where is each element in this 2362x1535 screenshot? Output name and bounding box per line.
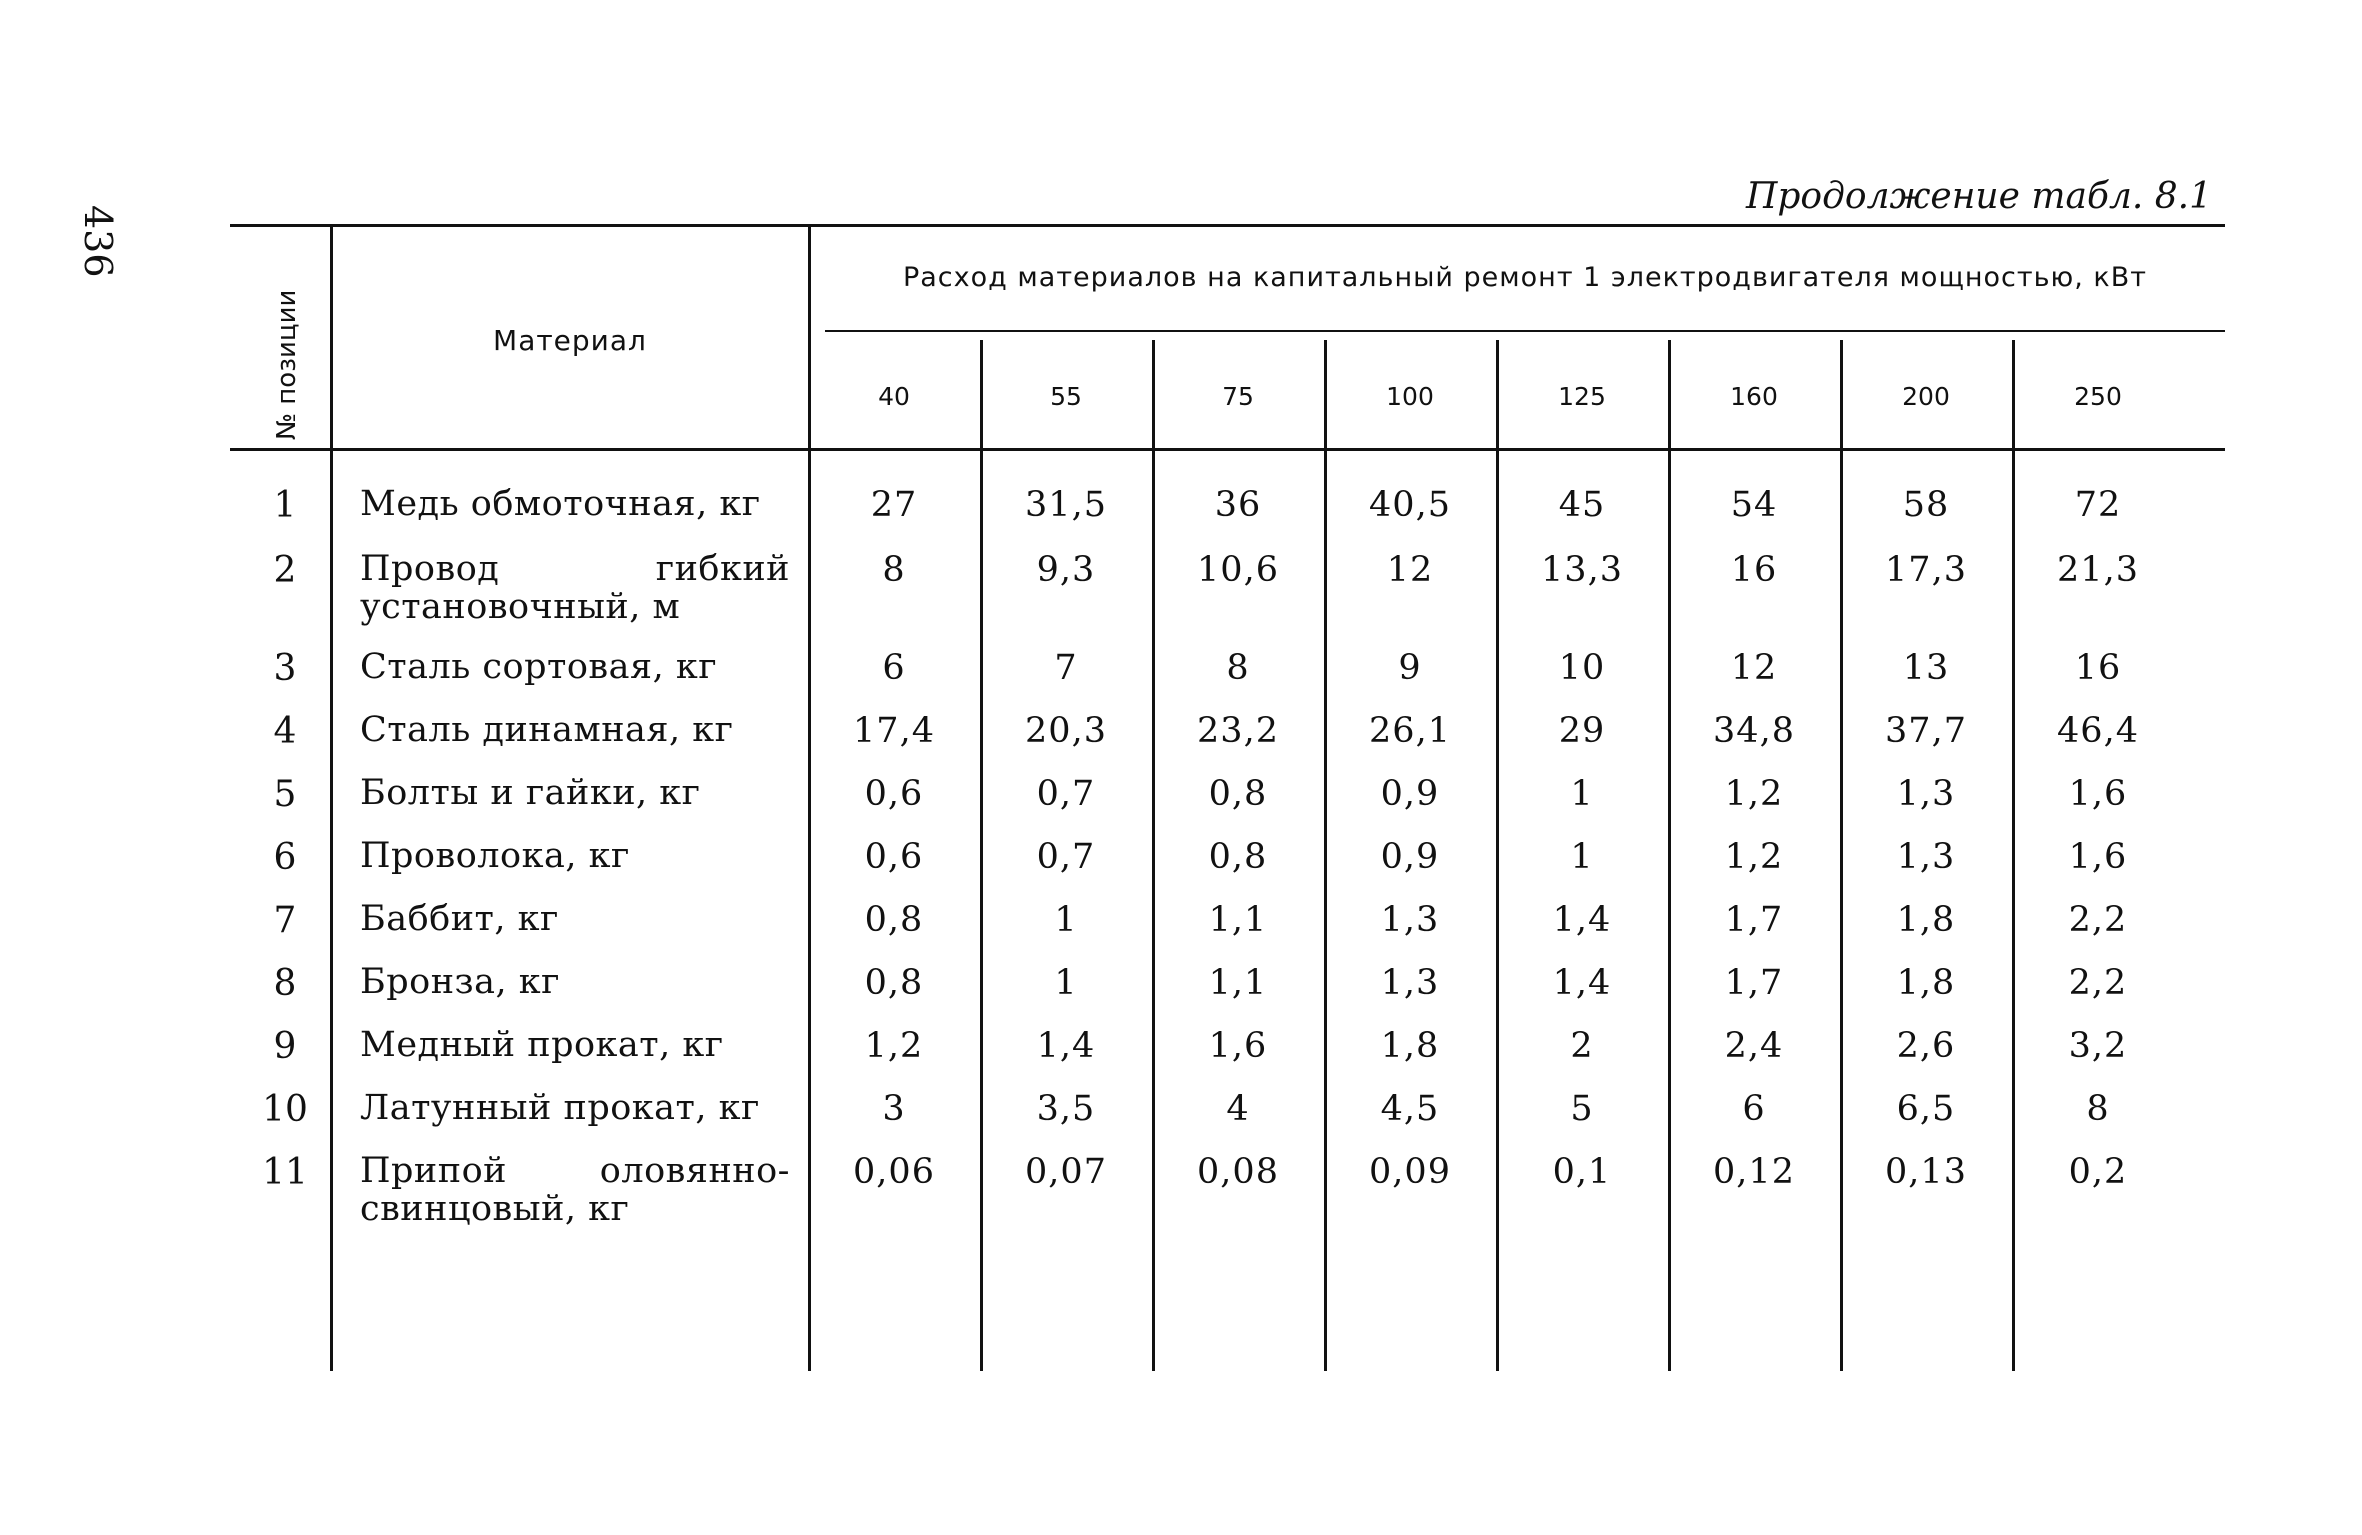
value-250: 1,6: [2068, 837, 2128, 877]
row-position: 2: [273, 550, 297, 591]
value-40: 1,2: [864, 1026, 924, 1066]
value-40: 27: [870, 485, 918, 525]
value-125: 45: [1558, 485, 1606, 525]
row-position: 1: [273, 485, 297, 526]
value-55: 0,07: [1025, 1152, 1107, 1192]
value-250: 1,6: [2068, 774, 2128, 814]
value-250: 2,2: [2068, 963, 2128, 1003]
value-160: 0,12: [1713, 1152, 1795, 1192]
row-material: Медь обмоточная, кг: [360, 484, 761, 524]
value-100: 1,8: [1380, 1026, 1440, 1066]
row-position: 5: [273, 774, 297, 815]
value-55: 7: [1054, 648, 1078, 688]
row-material: Сталь динамная, кг: [360, 710, 734, 750]
row-position: 9: [273, 1026, 297, 1067]
value-200: 1,8: [1896, 900, 1956, 940]
value-75: 1,1: [1208, 963, 1268, 1003]
value-55: 20,3: [1025, 711, 1107, 751]
value-75: 1,6: [1208, 1026, 1268, 1066]
value-75: 8: [1226, 648, 1250, 688]
value-125: 13,3: [1541, 550, 1623, 590]
value-75: 1,1: [1208, 900, 1268, 940]
value-125: 1: [1570, 837, 1594, 877]
power-header-55: 55: [1050, 382, 1082, 411]
value-40: 3: [882, 1089, 906, 1129]
value-250: 46,4: [2057, 711, 2139, 751]
value-200: 37,7: [1885, 711, 1967, 751]
power-header-160: 160: [1730, 382, 1778, 411]
row-position: 4: [273, 711, 297, 752]
value-40: 6: [882, 648, 906, 688]
row-material: Медный прокат, кг: [360, 1025, 724, 1065]
value-75: 0,8: [1208, 774, 1268, 814]
value-75: 0,8: [1208, 837, 1268, 877]
table-caption: Продолжение табл. 8.1: [1745, 176, 2212, 217]
power-header-75: 75: [1222, 382, 1254, 411]
value-125: 29: [1558, 711, 1606, 751]
header-bottom-rule: [230, 448, 2225, 451]
value-75: 4: [1226, 1089, 1250, 1129]
value-160: 54: [1730, 485, 1778, 525]
value-200: 1,8: [1896, 963, 1956, 1003]
value-125: 1: [1570, 774, 1594, 814]
value-40: 0,6: [864, 837, 924, 877]
value-75: 23,2: [1197, 711, 1279, 751]
value-100: 40,5: [1369, 485, 1451, 525]
value-160: 1,2: [1724, 774, 1784, 814]
row-position: 6: [273, 837, 297, 878]
value-40: 0,06: [853, 1152, 935, 1192]
value-200: 1,3: [1896, 837, 1956, 877]
value-200: 0,13: [1885, 1152, 1967, 1192]
value-200: 6,5: [1896, 1089, 1956, 1129]
value-200: 1,3: [1896, 774, 1956, 814]
row-position: 11: [262, 1152, 308, 1193]
value-75: 10,6: [1197, 550, 1279, 590]
value-100: 0,09: [1369, 1152, 1451, 1192]
value-200: 58: [1902, 485, 1950, 525]
value-100: 9: [1398, 648, 1422, 688]
value-100: 0,9: [1380, 837, 1440, 877]
value-200: 13: [1902, 648, 1950, 688]
value-250: 16: [2074, 648, 2122, 688]
group-rule: [825, 330, 2225, 332]
value-40: 17,4: [853, 711, 935, 751]
value-40: 8: [882, 550, 906, 590]
value-250: 2,2: [2068, 900, 2128, 940]
top-rule: [230, 224, 2225, 227]
value-125: 1,4: [1552, 963, 1612, 1003]
value-160: 1,2: [1724, 837, 1784, 877]
value-250: 0,2: [2068, 1152, 2128, 1192]
value-55: 3,5: [1036, 1089, 1096, 1129]
value-200: 2,6: [1896, 1026, 1956, 1066]
value-250: 72: [2074, 485, 2122, 525]
power-header-100: 100: [1386, 382, 1434, 411]
row-material: Провод гибкий установочный, м: [360, 549, 790, 627]
value-250: 8: [2086, 1089, 2110, 1129]
value-100: 1,3: [1380, 900, 1440, 940]
row-material: Припой оловянно-свинцовый, кг: [360, 1151, 790, 1229]
row-position: 3: [273, 648, 297, 689]
power-header-250: 250: [2074, 382, 2122, 411]
power-header-40: 40: [878, 382, 910, 411]
value-250: 21,3: [2057, 550, 2139, 590]
value-55: 1,4: [1036, 1026, 1096, 1066]
value-55: 1: [1054, 900, 1078, 940]
row-material: Болты и гайки, кг: [360, 773, 701, 813]
value-100: 12: [1386, 550, 1434, 590]
value-125: 5: [1570, 1089, 1594, 1129]
power-header-200: 200: [1902, 382, 1950, 411]
value-160: 1,7: [1724, 900, 1784, 940]
value-250: 3,2: [2068, 1026, 2128, 1066]
value-125: 0,1: [1552, 1152, 1612, 1192]
value-40: 0,8: [864, 963, 924, 1003]
value-200: 17,3: [1885, 550, 1967, 590]
value-75: 36: [1214, 485, 1262, 525]
row-material: Баббит, кг: [360, 899, 559, 939]
value-100: 1,3: [1380, 963, 1440, 1003]
row-position: 8: [273, 963, 297, 1004]
value-100: 26,1: [1369, 711, 1451, 751]
value-55: 0,7: [1036, 774, 1096, 814]
material-column-header: Материал: [493, 324, 647, 357]
value-125: 2: [1570, 1026, 1594, 1066]
value-160: 12: [1730, 648, 1778, 688]
row-material: Сталь сортовая, кг: [360, 647, 718, 687]
value-160: 2,4: [1724, 1026, 1784, 1066]
value-75: 0,08: [1197, 1152, 1279, 1192]
value-55: 1: [1054, 963, 1078, 1003]
row-position: 10: [262, 1089, 308, 1130]
row-material: Проволока, кг: [360, 836, 630, 876]
position-column-header: № позиции: [272, 289, 302, 440]
consumption-group-header: Расход материалов на капитальный ремонт 1 электродвигателя мощностью, кВт: [902, 262, 2147, 293]
value-125: 10: [1558, 648, 1606, 688]
row-material: Бронза, кг: [360, 962, 560, 1002]
row-material: Латунный прокат, кг: [360, 1088, 760, 1128]
value-55: 31,5: [1025, 485, 1107, 525]
value-160: 34,8: [1713, 711, 1795, 751]
value-55: 0,7: [1036, 837, 1096, 877]
value-55: 9,3: [1036, 550, 1096, 590]
value-100: 4,5: [1380, 1089, 1440, 1129]
value-160: 6: [1742, 1089, 1766, 1129]
value-160: 16: [1730, 550, 1778, 590]
power-header-125: 125: [1558, 382, 1606, 411]
value-40: 0,6: [864, 774, 924, 814]
value-160: 1,7: [1724, 963, 1784, 1003]
page-number: 436: [76, 205, 120, 278]
value-125: 1,4: [1552, 900, 1612, 940]
col-divider-pos: [330, 226, 333, 1371]
value-100: 0,9: [1380, 774, 1440, 814]
row-position: 7: [273, 900, 297, 941]
value-40: 0,8: [864, 900, 924, 940]
